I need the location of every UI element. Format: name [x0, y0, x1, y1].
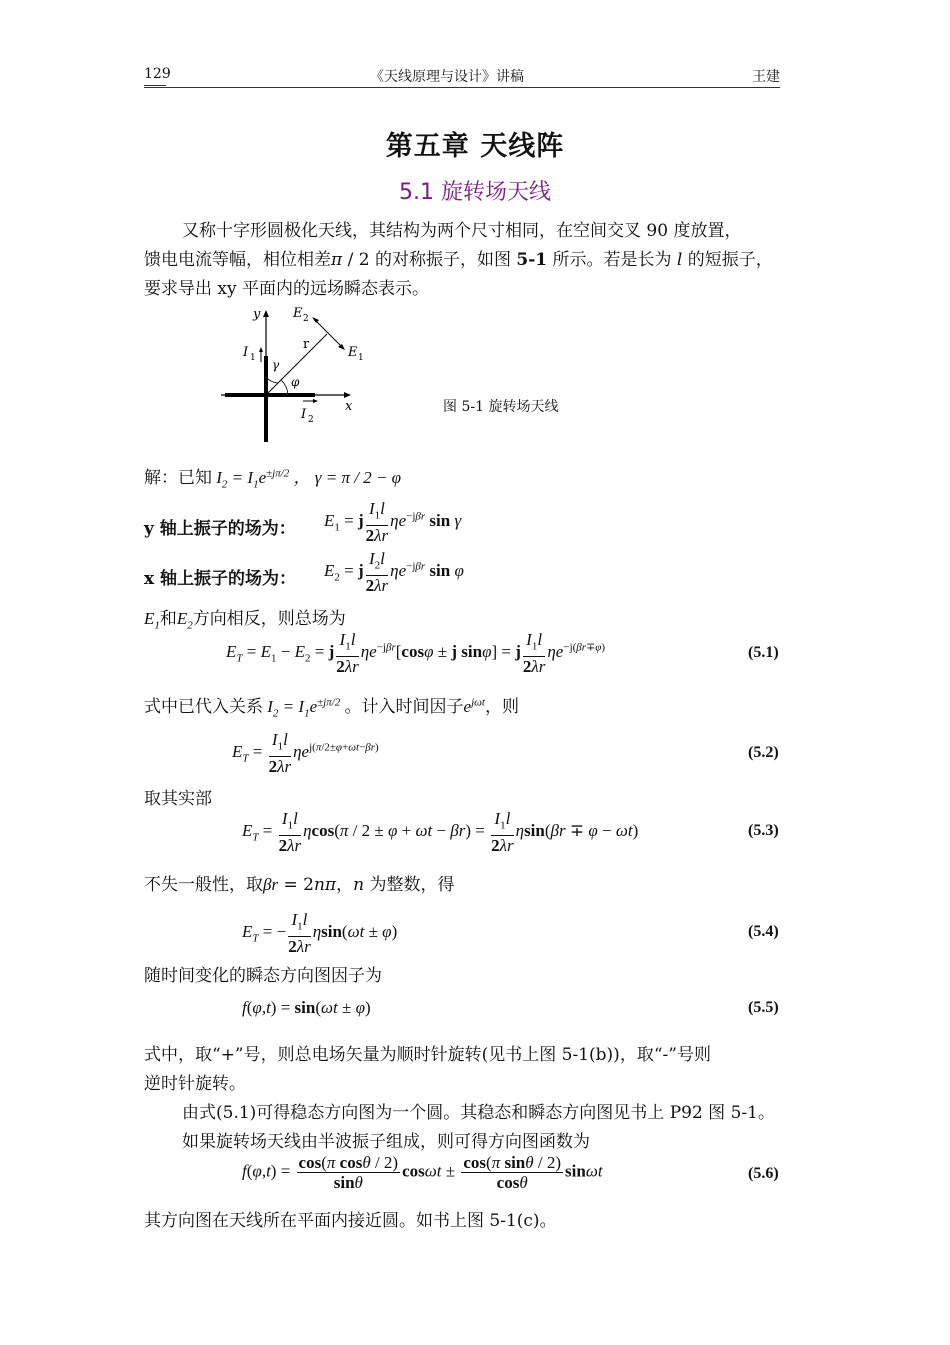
page-number-underline: [144, 85, 166, 86]
e1-arrow: [338, 344, 345, 350]
intro-text: 所示。若是长为: [547, 250, 677, 270]
intro-fig-ref: 5-1: [516, 250, 548, 270]
label-i2-sub: 2: [308, 415, 314, 425]
without-loss-line: 不失一般性，取βr = 2nπ，n 为整数，得: [144, 875, 455, 895]
label-e2-sub: 2: [303, 314, 309, 324]
intro-text: 馈电电流等幅，相位相差: [144, 250, 331, 270]
opposite-line: $E_1$和$E_2$方向相反，则总场为: [144, 609, 346, 632]
label-y: y: [253, 307, 261, 322]
wl-text-a: 不失一般性，取: [144, 875, 263, 895]
header-author: 王建: [752, 69, 780, 85]
solution-prefix: 解：已知: [144, 468, 212, 488]
eq-number-5-2: (5.2): [748, 744, 779, 761]
label-gamma: γ: [272, 358, 280, 372]
section-title: 5.1 旋转场天线: [399, 180, 551, 205]
opposite-text: 方向相反，则总场为: [192, 609, 346, 629]
sub-text-b: 。计入时间因子: [344, 697, 464, 717]
label-i2: I: [301, 407, 307, 422]
intro-line-3: 要求导出 xy 平面内的远场瞬态表示。: [144, 279, 429, 299]
header-title: 《天线原理与设计》讲稿: [370, 69, 524, 85]
wl-text-d: 为整数，得: [364, 875, 455, 895]
half-wave-line: 如果旋转场天线由半波振子组成，则可得方向图函数为: [182, 1132, 590, 1152]
intro-l: l: [676, 250, 683, 270]
intro-line-1: 又称十字形圆极化天线，其结构为两个尺寸相同，在空间交叉 90 度放置，: [182, 221, 742, 241]
eq-e1: $E_1 = j$ $\frac{I_1l}{2\lambda r}$ $\eta e^{-j\beta r}$ sin γ: [324, 499, 462, 546]
final-line: 其方向图在天线所在平面内接近圆。如书上图 5-1(c)。: [144, 1211, 557, 1231]
label-e1: E: [348, 345, 358, 360]
eq-5-3: $E_T$ = $\frac{I_1l}{2\lambda r}$ ηcos(π / 2 ± φ + ωt − βr) = $\frac{I_1l}{2\lambda r}$ ηsin(βr ∓ φ − ωt): [242, 809, 639, 856]
solution-given: 解：已知 $I_2 = I_1e^{\pm j\pi/2}$ ， γ = π / 2 − φ: [144, 467, 402, 491]
e2-arrow: [312, 317, 319, 323]
label-i1-sub: 1: [250, 353, 256, 363]
figure-caption: 图 5-1 旋转场天线: [443, 399, 559, 415]
i1-arrowhead: [259, 347, 263, 352]
eq-number-5-6: (5.6): [748, 1165, 779, 1182]
real-part-line: 取其实部: [144, 789, 212, 809]
and-text: 和: [159, 609, 177, 629]
eq-number-5-1: (5.1): [748, 644, 779, 661]
sub-text-c: ，则: [484, 697, 519, 717]
label-e2: E: [293, 306, 303, 321]
header-rule: [144, 87, 780, 88]
x-dipole-label: [144, 564, 296, 589]
y-axis-arrow: [263, 310, 269, 317]
eq-number-5-4: (5.4): [748, 923, 779, 940]
intro-pi: π: [331, 250, 343, 270]
y-dipole-label: [144, 514, 296, 539]
intro-line-2: [144, 245, 773, 270]
intro-text: / 2 的对称振子，如图: [342, 250, 517, 270]
x-axis-arrow: [344, 392, 351, 398]
eq-number-5-5: (5.5): [748, 999, 779, 1016]
time-varying-line: 随时间变化的瞬态方向图因子为: [144, 966, 382, 986]
x-label-text: x 轴上振子的场为：: [144, 569, 297, 589]
eq-5-1: $E_T = E_1 - E_2 = j$ $\frac{I_1l}{2\lambda r}$ $\eta e^{-j\beta r}[\cos\varphi \pm j$ sinφ] = j $\frac{I_1l}{2\lambda r}$ $\eta e^{-j(\beta r\mp\varphi)}$: [226, 630, 606, 677]
where-line-1: 式中，取“+”号，则总电场矢量为顺时针旋转(见书上图 5-1(b))，取“-”号则: [144, 1045, 711, 1065]
label-i1: I: [243, 345, 249, 360]
chapter-title: 第五章 天线阵: [385, 131, 565, 162]
label-phi: φ: [291, 375, 300, 389]
label-e1-sub: 1: [358, 353, 364, 363]
wl-text-b: ，: [336, 875, 354, 895]
eq-5-4: $E_T$ = − $\frac{I_1l}{2\lambda r}$ ηsin(ωt ± φ): [242, 910, 398, 957]
wl-n: n: [353, 875, 365, 895]
eq-e2: $E_2 = j$ $\frac{I_2l}{2\lambda r}$ $\eta e^{-j\beta r}$ sin φ: [324, 549, 464, 596]
eq-5-2: $E_T$ = $\frac{I_1l}{2\lambda r}$ $\eta e^{j(\pi/2\pm\varphi+\omega t-\beta r)}$: [232, 730, 379, 777]
rotating-field-figure: [215, 306, 365, 446]
y-label-text: y 轴上振子的场为：: [144, 519, 296, 539]
phi-arc: [281, 380, 288, 395]
eq-5-6: f(φ,t) = $\frac{\text{cos(π cosθ / 2)}}{\sin\theta}$ cosωt ± $\frac{\text{cos(π sinθ / 2)}}{\cos\theta}$ sinωt: [242, 1153, 603, 1192]
eq-number-5-3: (5.3): [748, 822, 779, 839]
intro-text: 的短振子，: [682, 250, 773, 270]
substituted-line: 式中已代入关系 $I_2 = I_1e^{\pm j\pi/2}$ 。计入时间因子$e^{j\omega t}$，则: [144, 696, 519, 720]
steady-line: 由式(5.1)可得稳态方向图为一个圆。其稳态和瞬态方向图见书上 P92 图 5-1。: [182, 1103, 775, 1123]
i2-arrowhead: [313, 399, 318, 403]
label-x: x: [345, 399, 353, 414]
sub-text-a: 式中已代入关系: [144, 697, 263, 717]
label-r: r: [303, 337, 310, 352]
where-line-2: 逆时针旋转。: [144, 1074, 246, 1094]
eq-5-5: f(φ,t) = sin(ωt ± φ): [242, 998, 371, 1017]
page-number: 129: [144, 66, 171, 82]
